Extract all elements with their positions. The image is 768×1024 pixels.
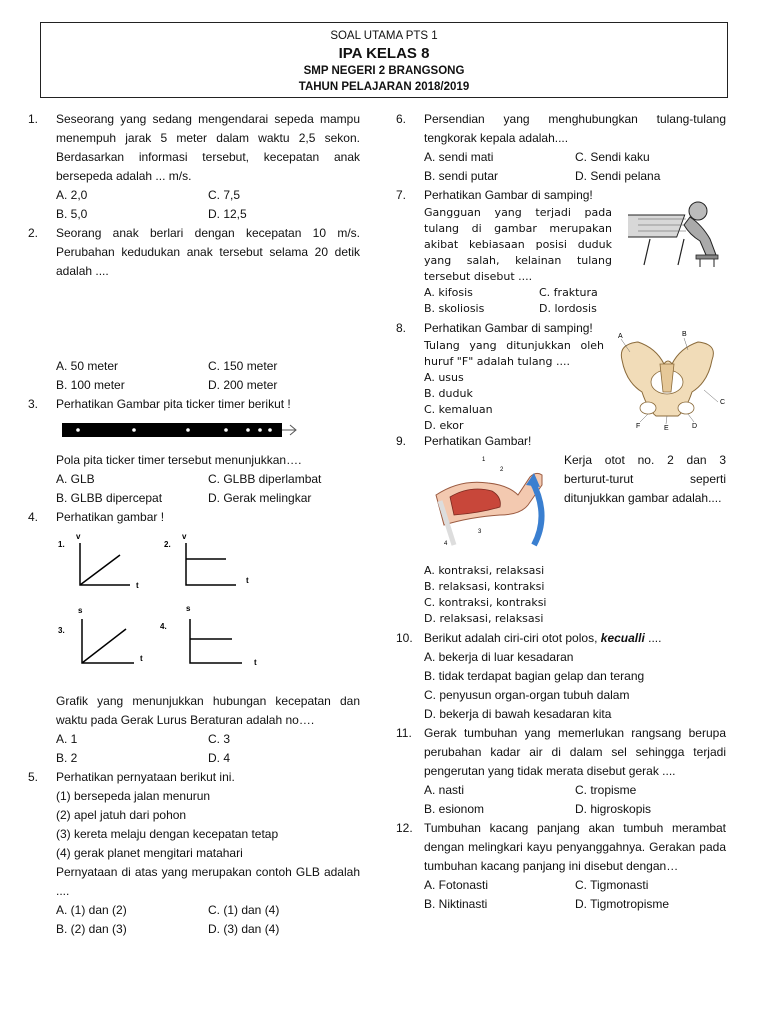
pelvis-label-a: A (618, 333, 623, 340)
option-b: B. (2) dan (3) (56, 922, 127, 936)
pelvis-label-e: E (664, 425, 669, 432)
option-a: A. (1) dan (2) (56, 903, 127, 917)
option-a: A. usus (424, 371, 464, 384)
question-text: Perhatikan Gambar di samping! (424, 188, 593, 202)
question-number: 4. (28, 510, 39, 524)
question-number: 5. (28, 770, 39, 784)
option-a: A. 1 (56, 732, 78, 746)
option-d: D. Gerak melingkar (208, 491, 312, 505)
option-a: A. kontraksi, relaksasi (424, 564, 545, 577)
option-b: B. relaksasi, kontraksi (424, 580, 545, 593)
option-a: A. sendi mati (424, 150, 494, 164)
option-c: C. fraktura (539, 286, 598, 299)
options (424, 563, 726, 627)
option-c: C. GLBB diperlambat (208, 472, 322, 486)
slouching-student-figure (628, 195, 724, 269)
axis-label: s (78, 606, 83, 615)
statement-1: (1) bersepeda jalan menurun (56, 789, 211, 803)
question-number: 1. (28, 112, 39, 126)
option-a: A. 50 meter (56, 359, 119, 373)
question-text: Perhatikan pernyataan berikut ini. (56, 770, 235, 784)
options (56, 901, 360, 939)
question-text: Berikut adalah ciri-ciri otot polos, (424, 631, 598, 645)
option-a: A. 2,0 (56, 188, 88, 202)
option-c: C. kontraksi, kontraksi (424, 596, 547, 609)
options (56, 357, 360, 395)
question-9 (396, 432, 726, 627)
header-line-1: SOAL UTAMA PTS 1 (330, 30, 438, 42)
option-d: D. Tigmotropisme (575, 897, 670, 911)
header-school: SMP NEGERI 2 BRANGSONG (303, 65, 465, 77)
question-number: 2. (28, 226, 39, 240)
question-text: Persendian yang menghubungkan tulang-tulang tengkorak kepala adalah.... (424, 112, 726, 145)
option-c: C. Sendi kaku (575, 150, 650, 164)
option-a: A. bekerja di luar kesadaran (424, 650, 574, 664)
option-d: D. Sendi pelana (575, 169, 661, 183)
options (56, 730, 360, 768)
pelvis-label-c: C (720, 399, 726, 406)
option-d: D. ekor (424, 419, 464, 432)
question-text-2: Tulang yang ditunjukkan oleh huruf "F" adalah tulang .... (424, 339, 604, 368)
question-number: 7. (396, 188, 407, 202)
question-10 (396, 629, 726, 724)
option-b: B. 5,0 (56, 207, 88, 221)
graph-1-label: 1. (58, 540, 65, 549)
graph-3-label: 3. (58, 626, 65, 635)
question-12 (396, 819, 726, 914)
option-a: A. nasti (424, 783, 465, 797)
option-b: B. esionom (424, 802, 485, 816)
pelvis-label-f: F (636, 423, 641, 430)
option-b: B. 2 (56, 751, 78, 765)
option-d: D. 200 meter (208, 378, 278, 392)
axis-label: t (136, 581, 139, 590)
options (424, 148, 726, 186)
ticker-tape-figure (62, 420, 298, 440)
question-text: Seseorang yang sedang mengendarai sepeda mampu menempuh jarak 5 meter dalam waktu 2,5 sekon. Berdasarkan informasi tersebut, kecepatan anak bersepeda adalah ... m/s. (56, 112, 360, 183)
graph-2-label: 2. (164, 540, 171, 549)
option-b: B. duduk (424, 387, 473, 400)
graph-4-label: 4. (160, 622, 167, 631)
option-d: D. lordosis (539, 302, 597, 315)
option-d: D. relaksasi, relaksasi (424, 612, 544, 625)
exam-header (40, 22, 728, 98)
option-c: C. 150 meter (208, 359, 278, 373)
question-11 (396, 724, 726, 819)
option-c: C. Tigmonasti (575, 878, 649, 892)
question-number: 8. (396, 321, 407, 335)
option-c: C. (1) dan (4) (208, 903, 280, 917)
option-c: C. penyusun organ-organ tubuh dalam (424, 688, 630, 702)
option-b: B. Niktinasti (424, 897, 488, 911)
question-text: Perhatikan Gambar! (424, 434, 532, 448)
motion-graphs-figure (56, 533, 286, 683)
question-text-2: Pernyataan di atas yang merupakan contoh GLB adalah .... (56, 865, 360, 898)
right-column (396, 110, 726, 914)
question-1 (28, 110, 360, 224)
question-text-2: Grafik yang menunjukkan hubungan kecepatan dan waktu pada Gerak Lurus Beraturan adalah no…. (56, 694, 360, 727)
question-text: Tumbuhan kacang panjang akan tumbuh merambat dengan melingkari kayu penyanggahnya. Gerakan pada tumbuhan kacang panjang ini disebut dengan… (424, 821, 726, 873)
option-d: D. (3) dan (4) (208, 922, 280, 936)
options (56, 186, 360, 224)
axis-label: t (254, 658, 257, 667)
question-number: 9. (396, 434, 407, 448)
question-number: 3. (28, 397, 39, 411)
muscle-label-4: 4 (444, 541, 448, 547)
emphasis-word: kecualli (600, 631, 645, 645)
question-text: Perhatikan Gambar pita ticker timer berikut ! (56, 397, 291, 411)
question-2 (28, 224, 360, 395)
pelvis-label-d: D (692, 423, 698, 430)
arm-muscle-figure (430, 455, 550, 551)
question-text: Gerak tumbuhan yang memerlukan rangsang berupa perubahan kadar air di dalam sel sehingga terjadi pengerutan yang tidak merata disebut gerak .... (424, 726, 726, 778)
question-number: 10. (396, 631, 413, 645)
option-c: C. 7,5 (208, 188, 241, 202)
pelvis-label-b: B (682, 331, 687, 338)
question-3 (28, 395, 360, 508)
option-d: D. higroskopis (575, 802, 652, 816)
options (424, 876, 726, 914)
option-a: A. Fotonasti (424, 878, 489, 892)
question-text: Perhatikan Gambar di samping! (424, 321, 593, 335)
muscle-label-2: 2 (500, 467, 504, 473)
header-year: TAHUN PELAJARAN 2018/2019 (298, 81, 470, 93)
options (424, 648, 726, 724)
axis-label: t (246, 576, 249, 585)
option-a: A. GLB (56, 472, 95, 486)
axis-label: t (140, 654, 143, 663)
question-7 (396, 186, 726, 317)
blank-space (56, 281, 360, 357)
question-ellipsis: .... (644, 631, 662, 645)
left-column (28, 110, 360, 939)
question-text-2: Kerja otot no. 2 dan 3 berturut-turut seperti ditunjukkan gambar adalah.... (564, 453, 726, 505)
statement-list (56, 787, 360, 863)
question-8 (396, 319, 726, 432)
options (424, 781, 726, 819)
muscle-label-1: 1 (482, 457, 486, 463)
axis-label: v (182, 533, 187, 541)
statement-3: (3) kereta melaju dengan kecepatan tetap (56, 827, 279, 841)
question-6 (396, 110, 726, 186)
option-c: C. kemaluan (424, 403, 493, 416)
option-a: A. kifosis (424, 286, 473, 299)
option-b: B. 100 meter (56, 378, 125, 392)
question-4 (28, 508, 360, 768)
axis-label: v (76, 533, 81, 541)
question-5 (28, 768, 360, 939)
option-d: D. 4 (208, 751, 231, 765)
option-c: C. tropisme (575, 783, 637, 797)
option-b: B. skoliosis (424, 302, 485, 315)
option-d: D. 12,5 (208, 207, 247, 221)
muscle-label-3: 3 (478, 529, 482, 535)
statement-2: (2) apel jatuh dari pohon (56, 808, 187, 822)
options (424, 285, 654, 317)
options (56, 470, 360, 508)
question-text: Perhatikan gambar ! (56, 510, 165, 524)
pelvis-figure (608, 330, 726, 438)
axis-label: s (186, 604, 191, 613)
question-number: 12. (396, 821, 413, 835)
question-number: 11. (396, 726, 412, 740)
question-text-2: Pola pita ticker timer tersebut menunjukkan…. (56, 453, 302, 467)
option-c: C. 3 (208, 732, 231, 746)
header-subject: IPA KELAS 8 (338, 45, 430, 62)
question-number: 6. (396, 112, 407, 126)
option-d: D. bekerja di bawah kesadaran kita (424, 707, 612, 721)
option-b: B. tidak terdapat bagian gelap dan terang (424, 669, 645, 683)
question-text: Seorang anak berlari dengan kecepatan 10 m/s. Perubahan kedudukan anak tersebut selama 20 detik adalah .... (56, 226, 360, 278)
option-b: B. GLBB dipercepat (56, 491, 163, 505)
statement-4: (4) gerak planet mengitari matahari (56, 846, 243, 860)
question-text-2: Gangguan yang terjadi pada tulang di gambar merupakan akibat kebiasaan posisi duduk yang salah, kelainan tulang tersebut disebut .... (424, 206, 612, 283)
option-b: B. sendi putar (424, 169, 499, 183)
